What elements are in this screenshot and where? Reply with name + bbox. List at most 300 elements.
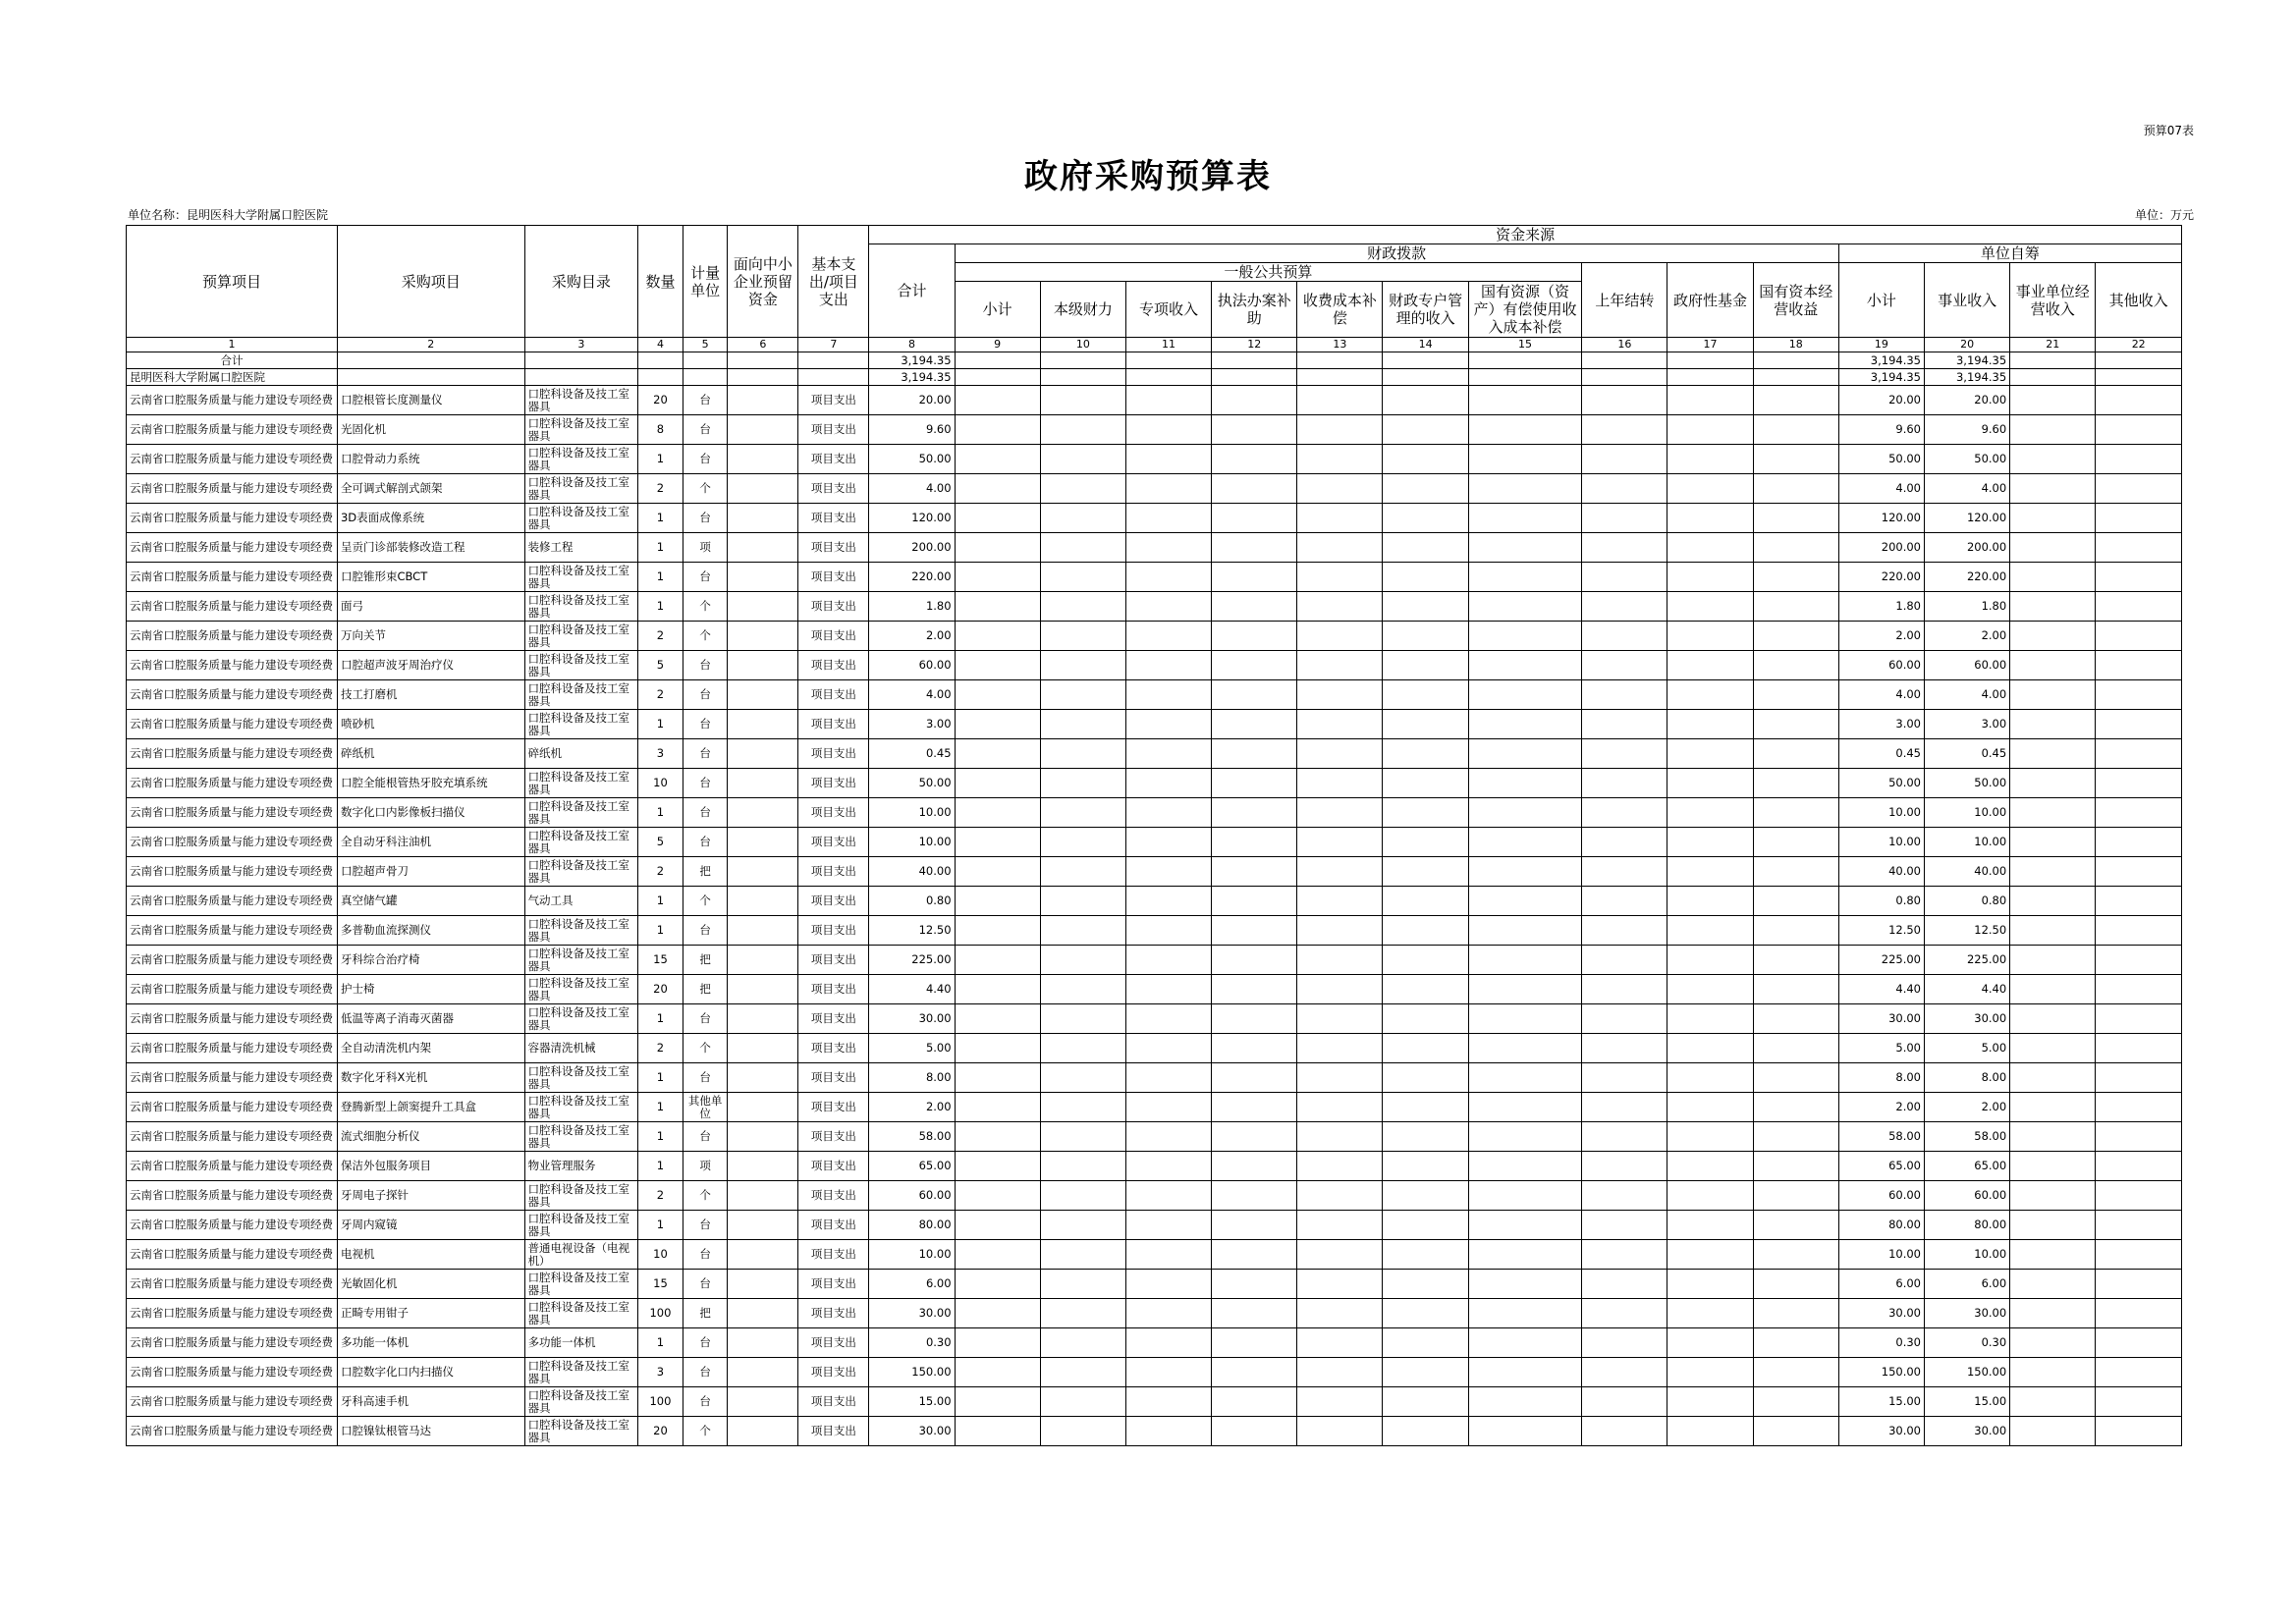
empty-cell: [1753, 1240, 1838, 1270]
empty-cell: [1297, 415, 1383, 445]
empty-cell: [1212, 1387, 1297, 1417]
business-income-cell: 58.00: [1925, 1122, 2010, 1152]
budget-item-cell: 云南省口腔服务质量与能力建设专项经费: [127, 975, 338, 1004]
empty-cell: [2010, 828, 2096, 857]
empty-cell: [1040, 563, 1125, 592]
sme-reserve-cell: [728, 592, 798, 622]
empty-cell: [1667, 445, 1753, 474]
empty-cell: [1667, 975, 1753, 1004]
table-row: [127, 504, 2182, 533]
empty-cell: [2010, 1328, 2096, 1358]
empty-cell: [2010, 1240, 2096, 1270]
unit-row-self-subtotal: 3,194.35: [1838, 369, 1924, 386]
header-gov-fund: 政府性基金: [1667, 263, 1753, 338]
empty-cell: [1125, 1034, 1211, 1063]
empty-cell: [955, 769, 1040, 798]
empty-cell: [1582, 1358, 1667, 1387]
empty-cell: [1383, 1063, 1468, 1093]
empty-cell: [1125, 1387, 1211, 1417]
empty-cell: [1582, 352, 1667, 369]
empty-cell: [1040, 386, 1125, 415]
purchase-item-cell: 流式细胞分析仪: [337, 1122, 524, 1152]
self-subtotal-cell: 0.45: [1838, 739, 1924, 769]
sme-reserve-cell: [728, 504, 798, 533]
empty-cell: [1212, 474, 1297, 504]
expense-type-cell: 项目支出: [798, 622, 869, 651]
empty-cell: [1753, 504, 1838, 533]
empty-cell: [1212, 533, 1297, 563]
business-income-cell: 30.00: [1925, 1417, 2010, 1446]
empty-cell: [1753, 798, 1838, 828]
empty-cell: [1297, 622, 1383, 651]
budget-item-cell: 云南省口腔服务质量与能力建设专项经费: [127, 1152, 338, 1181]
business-income-cell: 10.00: [1925, 1240, 2010, 1270]
total-cell: 40.00: [869, 857, 955, 887]
total-cell: 120.00: [869, 504, 955, 533]
empty-cell: [1297, 1004, 1383, 1034]
header-state-assets: 国有资源（资产）有偿使用收入成本补偿: [1468, 282, 1582, 338]
empty-cell: [1212, 1063, 1297, 1093]
empty-cell: [955, 533, 1040, 563]
catalog-cell: 口腔科设备及技工室器具: [524, 680, 638, 710]
empty-cell: [683, 369, 728, 386]
empty-cell: [1125, 474, 1211, 504]
column-number: 16: [1582, 338, 1667, 352]
empty-cell: [1212, 369, 1297, 386]
business-income-cell: 220.00: [1925, 563, 2010, 592]
empty-cell: [1040, 946, 1125, 975]
budget-item-cell: 云南省口腔服务质量与能力建设专项经费: [127, 504, 338, 533]
empty-cell: [2096, 1328, 2182, 1358]
empty-cell: [1212, 1358, 1297, 1387]
table-row: [127, 1240, 2182, 1270]
business-income-cell: 4.40: [1925, 975, 2010, 1004]
empty-cell: [1383, 975, 1468, 1004]
quantity-cell: 20: [638, 386, 683, 415]
budget-item-cell: 云南省口腔服务质量与能力建设专项经费: [127, 710, 338, 739]
empty-cell: [1125, 739, 1211, 769]
empty-cell: [1212, 769, 1297, 798]
budget-item-cell: 云南省口腔服务质量与能力建设专项经费: [127, 798, 338, 828]
empty-cell: [1383, 592, 1468, 622]
budget-item-cell: 云南省口腔服务质量与能力建设专项经费: [127, 1004, 338, 1034]
empty-cell: [1383, 946, 1468, 975]
empty-cell: [1667, 1299, 1753, 1328]
empty-cell: [1582, 916, 1667, 946]
empty-cell: [1212, 622, 1297, 651]
empty-cell: [1582, 946, 1667, 975]
self-subtotal-cell: 80.00: [1838, 1211, 1924, 1240]
empty-cell: [1040, 828, 1125, 857]
business-income-cell: 0.45: [1925, 739, 2010, 769]
empty-cell: [1040, 474, 1125, 504]
catalog-cell: 口腔科设备及技工室器具: [524, 828, 638, 857]
business-income-cell: 4.00: [1925, 474, 2010, 504]
currency-unit: 单位：万元: [2134, 208, 2194, 222]
empty-cell: [2096, 622, 2182, 651]
empty-cell: [1297, 1328, 1383, 1358]
purchase-item-cell: 牙科高速手机: [337, 1387, 524, 1417]
table-row: [127, 415, 2182, 445]
empty-cell: [1297, 1358, 1383, 1387]
header-quantity: 数量: [638, 226, 683, 338]
column-number: 6: [728, 338, 798, 352]
catalog-cell: 口腔科设备及技工室器具: [524, 1093, 638, 1122]
total-cell: 150.00: [869, 1358, 955, 1387]
catalog-cell: 口腔科设备及技工室器具: [524, 1270, 638, 1299]
empty-cell: [955, 386, 1040, 415]
sme-reserve-cell: [728, 651, 798, 680]
budget-item-cell: 云南省口腔服务质量与能力建设专项经费: [127, 1270, 338, 1299]
empty-cell: [1753, 680, 1838, 710]
purchase-item-cell: 口腔全能根管热牙胶充填系统: [337, 769, 524, 798]
header-sme-reserve: 面向中小企业预留资金: [728, 226, 798, 338]
purchase-item-cell: 技工打磨机: [337, 680, 524, 710]
empty-cell: [955, 563, 1040, 592]
empty-cell: [1667, 504, 1753, 533]
empty-cell: [1297, 857, 1383, 887]
total-cell: 200.00: [869, 533, 955, 563]
table-row: [127, 1004, 2182, 1034]
empty-cell: [1753, 1181, 1838, 1211]
empty-cell: [1040, 680, 1125, 710]
unit-cell: 台: [683, 798, 728, 828]
sme-reserve-cell: [728, 415, 798, 445]
empty-cell: [1468, 710, 1582, 739]
empty-cell: [1125, 887, 1211, 916]
budget-item-cell: 云南省口腔服务质量与能力建设专项经费: [127, 828, 338, 857]
total-cell: 15.00: [869, 1387, 955, 1417]
column-number: 11: [1125, 338, 1211, 352]
total-row-self-subtotal: 3,194.35: [1838, 352, 1924, 369]
sme-reserve-cell: [728, 916, 798, 946]
table-row: [127, 1387, 2182, 1417]
unit-cell: 台: [683, 680, 728, 710]
table-row: [127, 1152, 2182, 1181]
empty-cell: [1468, 1358, 1582, 1387]
empty-cell: [1753, 769, 1838, 798]
table-row: [127, 592, 2182, 622]
unit-cell: 项: [683, 533, 728, 563]
empty-cell: [1383, 1181, 1468, 1211]
empty-cell: [955, 916, 1040, 946]
empty-cell: [1468, 563, 1582, 592]
empty-cell: [1040, 975, 1125, 1004]
empty-cell: [1297, 445, 1383, 474]
total-cell: 10.00: [869, 828, 955, 857]
empty-cell: [955, 1063, 1040, 1093]
budget-item-cell: 云南省口腔服务质量与能力建设专项经费: [127, 769, 338, 798]
catalog-cell: 口腔科设备及技工室器具: [524, 622, 638, 651]
header-expense-type: 基本支出/项目支出: [798, 226, 869, 338]
quantity-cell: 5: [638, 828, 683, 857]
quantity-cell: 1: [638, 1093, 683, 1122]
empty-cell: [1040, 1004, 1125, 1034]
empty-cell: [2096, 1270, 2182, 1299]
empty-cell: [955, 828, 1040, 857]
quantity-cell: 2: [638, 680, 683, 710]
budget-item-cell: 云南省口腔服务质量与能力建设专项经费: [127, 739, 338, 769]
empty-cell: [955, 622, 1040, 651]
budget-item-cell: 云南省口腔服务质量与能力建设专项经费: [127, 1034, 338, 1063]
unit-cell: 把: [683, 857, 728, 887]
table-row: [127, 1211, 2182, 1240]
empty-cell: [638, 352, 683, 369]
header-special-income: 专项收入: [1125, 282, 1211, 338]
empty-cell: [1297, 1181, 1383, 1211]
empty-cell: [1468, 769, 1582, 798]
purchase-item-cell: 数字化牙科X光机: [337, 1063, 524, 1093]
empty-cell: [2010, 563, 2096, 592]
catalog-cell: 碎纸机: [524, 739, 638, 769]
catalog-cell: 口腔科设备及技工室器具: [524, 1387, 638, 1417]
empty-cell: [1753, 1299, 1838, 1328]
catalog-cell: 口腔科设备及技工室器具: [524, 975, 638, 1004]
total-cell: 10.00: [869, 798, 955, 828]
expense-type-cell: 项目支出: [798, 1034, 869, 1063]
empty-cell: [2010, 710, 2096, 739]
purchase-item-cell: 低温等离子消毒灭菌器: [337, 1004, 524, 1034]
catalog-cell: 口腔科设备及技工室器具: [524, 1358, 638, 1387]
empty-cell: [2010, 1152, 2096, 1181]
total-row-business-income: 3,194.35: [1925, 352, 2010, 369]
expense-type-cell: 项目支出: [798, 1387, 869, 1417]
self-subtotal-cell: 65.00: [1838, 1152, 1924, 1181]
empty-cell: [1753, 592, 1838, 622]
business-income-cell: 200.00: [1925, 533, 2010, 563]
sme-reserve-cell: [728, 1358, 798, 1387]
quantity-cell: 20: [638, 975, 683, 1004]
sme-reserve-cell: [728, 622, 798, 651]
self-subtotal-cell: 60.00: [1838, 651, 1924, 680]
column-number: 18: [1753, 338, 1838, 352]
empty-cell: [1383, 651, 1468, 680]
sme-reserve-cell: [728, 739, 798, 769]
empty-cell: [1040, 504, 1125, 533]
empty-cell: [1753, 1122, 1838, 1152]
empty-cell: [1667, 533, 1753, 563]
total-cell: 30.00: [869, 1004, 955, 1034]
empty-cell: [955, 887, 1040, 916]
empty-cell: [1753, 887, 1838, 916]
empty-cell: [1667, 1417, 1753, 1446]
empty-cell: [2010, 887, 2096, 916]
empty-cell: [955, 352, 1040, 369]
empty-cell: [1383, 1270, 1468, 1299]
empty-cell: [1040, 1211, 1125, 1240]
empty-cell: [1753, 1063, 1838, 1093]
empty-cell: [1297, 1240, 1383, 1270]
expense-type-cell: 项目支出: [798, 1093, 869, 1122]
empty-cell: [2096, 798, 2182, 828]
empty-cell: [2010, 352, 2096, 369]
empty-cell: [1582, 369, 1667, 386]
business-income-cell: 60.00: [1925, 651, 2010, 680]
self-subtotal-cell: 10.00: [1838, 828, 1924, 857]
quantity-cell: 1: [638, 563, 683, 592]
empty-cell: [1383, 1211, 1468, 1240]
empty-cell: [1125, 946, 1211, 975]
catalog-cell: 口腔科设备及技工室器具: [524, 857, 638, 887]
unit-cell: 台: [683, 1387, 728, 1417]
empty-cell: [1040, 369, 1125, 386]
total-cell: 30.00: [869, 1299, 955, 1328]
empty-cell: [1383, 1122, 1468, 1152]
self-subtotal-cell: 4.00: [1838, 680, 1924, 710]
empty-cell: [1125, 1417, 1211, 1446]
header-self-subtotal: 小计: [1838, 263, 1924, 338]
empty-cell: [1753, 1211, 1838, 1240]
budget-item-cell: 云南省口腔服务质量与能力建设专项经费: [127, 592, 338, 622]
purchase-item-cell: 正畸专用钳子: [337, 1299, 524, 1328]
empty-cell: [2010, 445, 2096, 474]
empty-cell: [1125, 1211, 1211, 1240]
empty-cell: [1212, 1328, 1297, 1358]
self-subtotal-cell: 9.60: [1838, 415, 1924, 445]
empty-cell: [1667, 916, 1753, 946]
procurement-budget-table: [126, 225, 2182, 1446]
self-subtotal-cell: 0.80: [1838, 887, 1924, 916]
empty-cell: [2010, 1034, 2096, 1063]
empty-cell: [1040, 710, 1125, 739]
total-cell: 0.30: [869, 1328, 955, 1358]
empty-cell: [1212, 352, 1297, 369]
total-cell: 0.80: [869, 887, 955, 916]
purchase-item-cell: 电视机: [337, 1240, 524, 1270]
quantity-cell: 100: [638, 1299, 683, 1328]
empty-cell: [2010, 1211, 2096, 1240]
empty-cell: [1212, 916, 1297, 946]
header-other-income: 其他收入: [2096, 263, 2182, 338]
empty-cell: [2096, 828, 2182, 857]
empty-cell: [1383, 887, 1468, 916]
quantity-cell: 3: [638, 739, 683, 769]
column-number: 22: [2096, 338, 2182, 352]
sme-reserve-cell: [728, 798, 798, 828]
table-row: [127, 563, 2182, 592]
total-cell: 20.00: [869, 386, 955, 415]
empty-cell: [1212, 1181, 1297, 1211]
unit-cell: 台: [683, 445, 728, 474]
unit-cell: 台: [683, 1063, 728, 1093]
empty-cell: [1667, 1270, 1753, 1299]
sme-reserve-cell: [728, 386, 798, 415]
header-budget-item: 预算项目: [127, 226, 338, 338]
budget-item-cell: 云南省口腔服务质量与能力建设专项经费: [127, 1417, 338, 1446]
empty-cell: [1667, 369, 1753, 386]
catalog-cell: 口腔科设备及技工室器具: [524, 386, 638, 415]
expense-type-cell: 项目支出: [798, 828, 869, 857]
empty-cell: [1582, 533, 1667, 563]
empty-cell: [337, 352, 524, 369]
empty-cell: [2096, 533, 2182, 563]
empty-cell: [1667, 622, 1753, 651]
sme-reserve-cell: [728, 1004, 798, 1034]
empty-cell: [1125, 1063, 1211, 1093]
empty-cell: [1125, 415, 1211, 445]
table-row: [127, 828, 2182, 857]
empty-cell: [2096, 975, 2182, 1004]
empty-cell: [1040, 592, 1125, 622]
expense-type-cell: 项目支出: [798, 1152, 869, 1181]
form-number: 预算07表: [2143, 124, 2194, 137]
expense-type-cell: 项目支出: [798, 1270, 869, 1299]
empty-cell: [1753, 1004, 1838, 1034]
business-income-cell: 40.00: [1925, 857, 2010, 887]
self-subtotal-cell: 4.40: [1838, 975, 1924, 1004]
empty-cell: [1753, 1358, 1838, 1387]
empty-cell: [1667, 563, 1753, 592]
total-cell: 10.00: [869, 1240, 955, 1270]
unit-row-label: 昆明医科大学附属口腔医院: [127, 369, 338, 386]
business-income-cell: 20.00: [1925, 386, 2010, 415]
business-income-cell: 10.00: [1925, 798, 2010, 828]
empty-cell: [1667, 946, 1753, 975]
empty-cell: [955, 415, 1040, 445]
empty-cell: [1582, 798, 1667, 828]
purchase-item-cell: 3D表面成像系统: [337, 504, 524, 533]
empty-cell: [1667, 1328, 1753, 1358]
empty-cell: [1212, 1417, 1297, 1446]
catalog-cell: 口腔科设备及技工室器具: [524, 1211, 638, 1240]
header-fee-compensation: 收费成本补偿: [1297, 282, 1383, 338]
empty-cell: [1383, 1093, 1468, 1122]
quantity-cell: 10: [638, 1240, 683, 1270]
empty-cell: [2096, 1034, 2182, 1063]
total-row-total: 3,194.35: [869, 352, 955, 369]
empty-cell: [955, 1387, 1040, 1417]
empty-cell: [1297, 946, 1383, 975]
empty-cell: [2096, 369, 2182, 386]
unit-cell: 个: [683, 887, 728, 916]
empty-cell: [955, 1211, 1040, 1240]
quantity-cell: 15: [638, 1270, 683, 1299]
total-cell: 50.00: [869, 769, 955, 798]
empty-cell: [1582, 1152, 1667, 1181]
empty-cell: [1753, 352, 1838, 369]
self-subtotal-cell: 30.00: [1838, 1417, 1924, 1446]
empty-cell: [1667, 1063, 1753, 1093]
sme-reserve-cell: [728, 1063, 798, 1093]
quantity-cell: 15: [638, 946, 683, 975]
quantity-cell: 2: [638, 1034, 683, 1063]
empty-cell: [2096, 1211, 2182, 1240]
empty-cell: [1468, 1004, 1582, 1034]
empty-cell: [1212, 386, 1297, 415]
total-cell: 4.00: [869, 474, 955, 504]
empty-cell: [1468, 1270, 1582, 1299]
empty-cell: [2096, 1093, 2182, 1122]
empty-cell: [2096, 857, 2182, 887]
expense-type-cell: 项目支出: [798, 975, 869, 1004]
empty-cell: [1753, 916, 1838, 946]
unit-cell: 项: [683, 1152, 728, 1181]
budget-item-cell: 云南省口腔服务质量与能力建设专项经费: [127, 1240, 338, 1270]
empty-cell: [2010, 975, 2096, 1004]
catalog-cell: 口腔科设备及技工室器具: [524, 504, 638, 533]
empty-cell: [1297, 769, 1383, 798]
expense-type-cell: 项目支出: [798, 1122, 869, 1152]
total-cell: 6.00: [869, 1270, 955, 1299]
business-income-cell: 0.80: [1925, 887, 2010, 916]
empty-cell: [1753, 1093, 1838, 1122]
purchase-item-cell: 真空储气罐: [337, 887, 524, 916]
empty-cell: [1582, 739, 1667, 769]
sme-reserve-cell: [728, 563, 798, 592]
sme-reserve-cell: [728, 769, 798, 798]
total-cell: 8.00: [869, 1063, 955, 1093]
empty-cell: [1468, 1211, 1582, 1240]
